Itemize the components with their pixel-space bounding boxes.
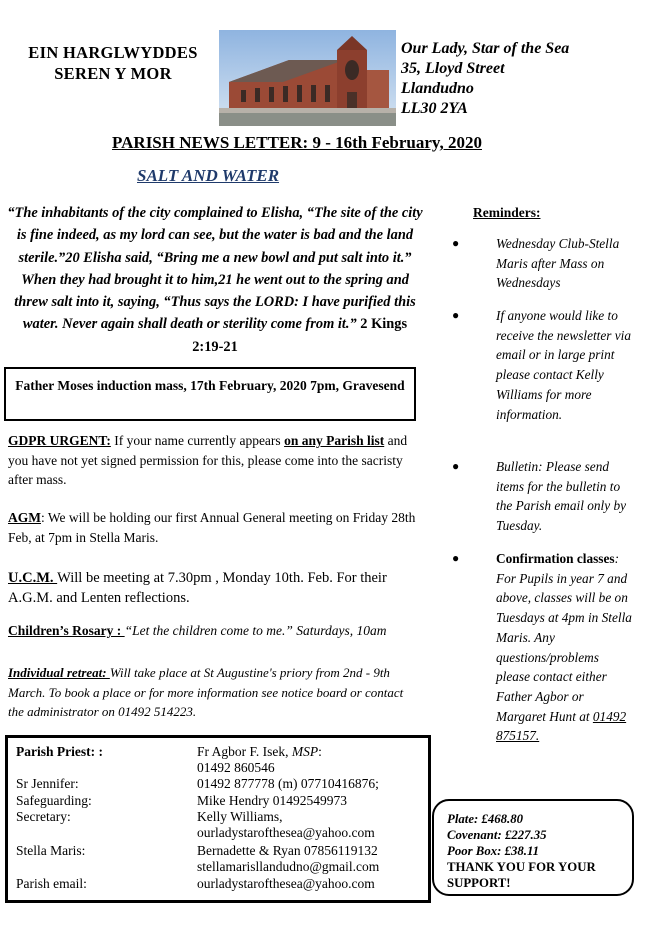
contact-email: ourladystarofthesea@yahoo.com [197,825,375,840]
bullet-icon: ● [452,308,460,322]
ucm-text: Will be meeting at 7.30pm , Monday 10th. Feb. For their A.G.M. and Lenten reflections. [8,570,387,606]
church-image [219,30,396,126]
reminder-item: Bulletin: Please send items for the bulletin to the Parish email only by Tuesday. [496,459,626,534]
scripture-text: “The inhabitants of the city complained to Elisha, “The site of the city is fine indeed, as my lord can see, but the water is bad and the land sterile.”20 Elisha said, “Bring me a new bowl and put salt into it.” When they had brought it to him,21 he went out to the spring and threw salt into it, saying, “Thus says the LORD: I have purified this water. Never again shall death or sterility come from it.” [7,205,423,333]
bullet-icon: ● [452,551,460,565]
parish-address [401,39,569,119]
section-title: SALT AND WATER [137,166,280,185]
induction-mass-text: Father Moses induction mass, 17th February, 2020 7pm, Gravesend [15,378,405,393]
reminder-item: Wednesday Club-Stella Maris after Mass on Wednesdays [496,236,620,291]
rosary-label: Children’s Rosary : [8,623,125,638]
confirmation-phone: 01492 875157. [496,708,627,744]
welsh-parish-name [8,42,218,84]
reminder-item: If anyone would like to receive the newsletter via email or in large print please contact Kelly Williams for more information. [496,308,632,422]
newsletter-title: PARISH NEWS LETTER: 9 - 16th February, 2020 [112,133,482,152]
address-line: LL30 2YA [401,100,468,117]
scripture-reference: 2 Kings 2:19-21 [192,316,408,355]
agm-notice [8,508,420,547]
confirmation-text: : For Pupils in year 7 and above, classes will be on Tuesdays at 4pm in Stella Maris. Any questions/problems please contact either Father Agbor or Margaret Hunt at [496,551,632,724]
gdpr-text-end: and you have not yet signed permission for this, please come into the sacristy after mass. [8,433,408,487]
welsh-name-line1: EIN HARGLWYDDES [28,43,198,62]
rosary-text: “Let the children come to me.” Saturdays, 10am [124,623,387,638]
thank-you-message: THANK YOU FOR YOUR SUPPORT! [447,860,596,890]
plate-collection: Plate: £468.80 [447,812,524,826]
address-line: 35, Lloyd Street [401,60,505,77]
retreat-text: Will take place at St Augustine's priory from 2nd - 9th March. To book a place or for more information see notice board or contact the administrator on 01492 514223. [8,665,404,719]
gdpr-notice [8,431,420,490]
confirmation-lead: Confirmation classes [496,551,615,566]
collections-box [432,799,634,896]
contact-value: Mike Hendry 01492549973 [197,793,347,808]
parish-contacts-box [5,735,431,903]
poor-box-collection: Poor Box: £38.11 [447,844,540,858]
childrens-rosary-notice [8,621,420,641]
induction-mass-notice [4,367,416,421]
bullet-icon: ● [452,459,460,473]
welsh-name-line2: SEREN Y MOR [54,64,172,83]
contact-label: Stella Maris: [16,843,86,858]
ucm-label: U.C.M. [8,570,58,586]
contact-label: Secretary: [16,809,71,824]
contact-value: 01492 860546 [197,760,275,775]
contact-label: Parish email: [16,876,87,891]
contact-email: ourladystarofthesea@yahoo.com [197,876,375,891]
gdpr-label: GDPR URGENT: [8,433,111,448]
priest-title: MSP [291,744,319,759]
contact-label: Sr Jennifer: [16,776,79,791]
retreat-label: Individual retreat: [8,665,110,680]
scripture-quote [6,202,424,358]
reminders-heading: Reminders: [473,205,541,220]
address-line: Our Lady, Star of the Sea [401,40,570,57]
priest-colon: : [318,744,322,759]
contact-value: Bernadette & Ryan 07856119132 [197,843,378,858]
church-photo [219,30,396,126]
gdpr-emphasis: on any Parish list [284,433,385,448]
address-line: Llandudno [401,80,474,97]
contact-label: Parish Priest: : [16,744,103,759]
retreat-notice [8,663,420,722]
covenant-collection: Covenant: £227.35 [447,828,547,842]
reminder-item-confirmation [496,549,636,746]
contact-email: stellamarisllandudno@gmail.com [197,859,380,874]
agm-text: : We will be holding our first Annual General meeting on Friday 28th Feb, at 7pm in Stella Maris. [8,510,416,545]
contact-label: Safeguarding: [16,793,92,808]
agm-label: AGM [8,510,41,525]
ucm-notice [8,568,420,608]
contact-value [197,744,322,760]
contact-value: Kelly Williams, [197,809,283,824]
priest-name: Fr Agbor F. Isek, [197,744,292,759]
contact-value: 01492 877778 (m) 07710416876; [197,776,379,791]
bullet-icon: ● [452,236,460,250]
gdpr-text: If your name currently appears [110,433,285,448]
